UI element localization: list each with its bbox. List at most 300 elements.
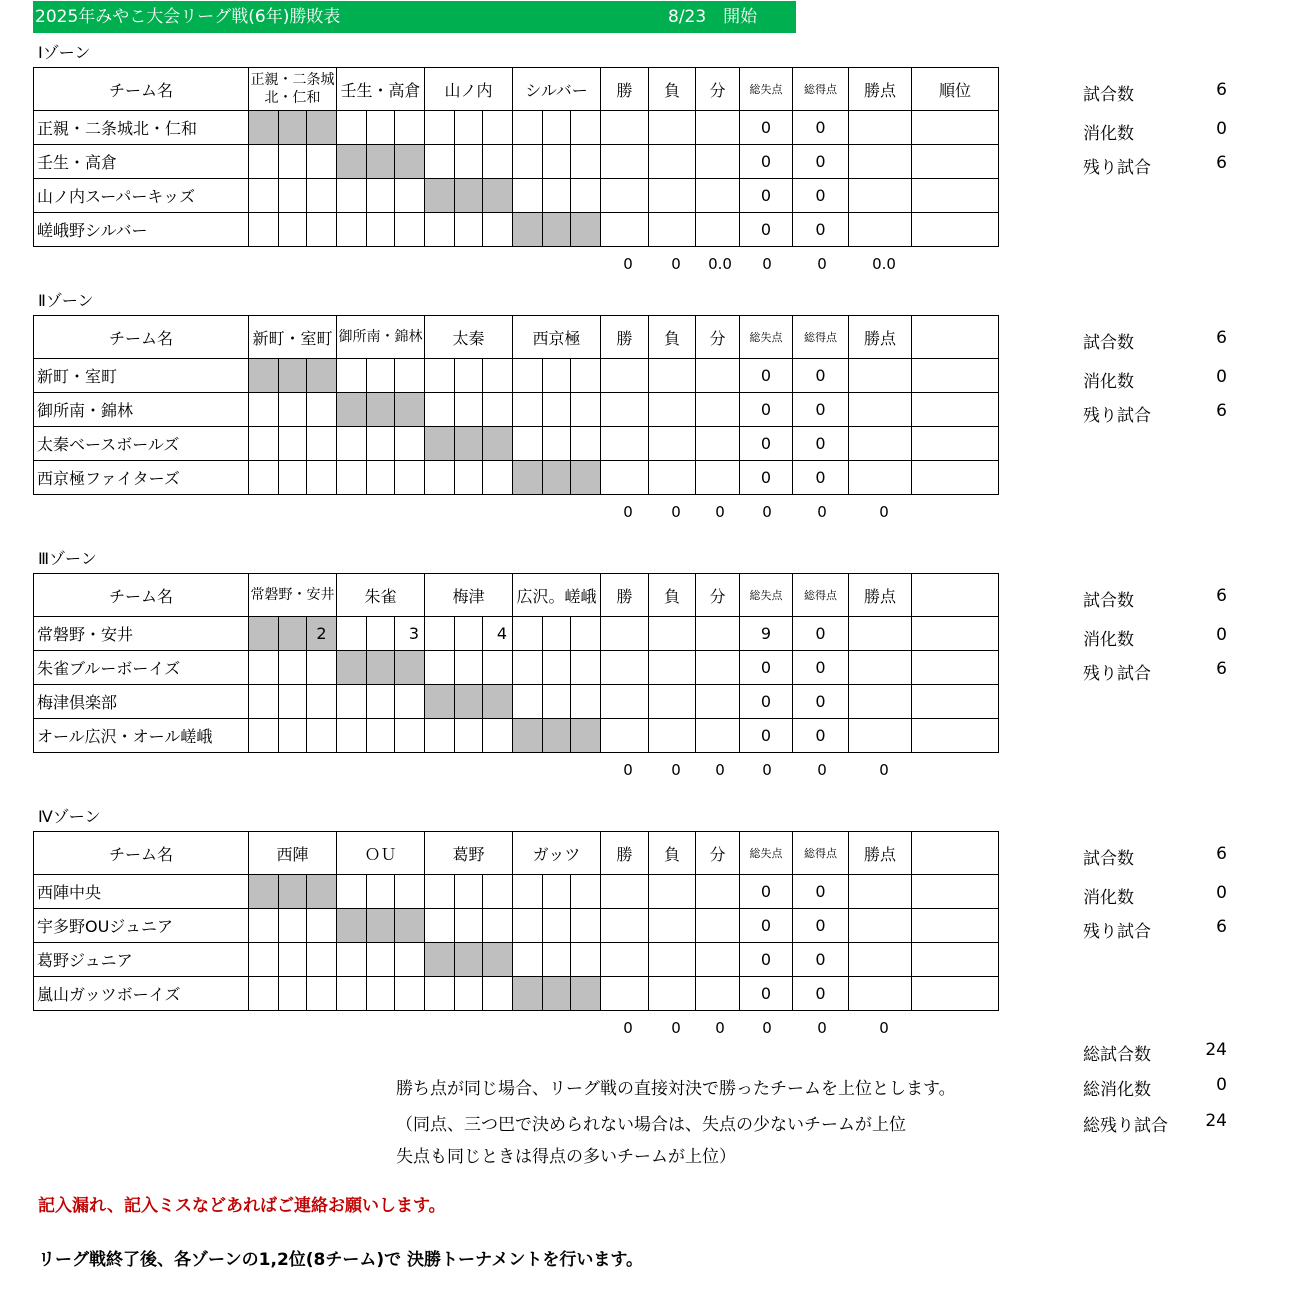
- self-cell: [455, 427, 483, 461]
- match-cell[interactable]: [337, 179, 367, 213]
- header-opponent: 西京極: [513, 316, 601, 359]
- self-cell: [543, 977, 571, 1011]
- rank-cell: [912, 875, 999, 909]
- draw-cell: [696, 427, 740, 461]
- match-cell[interactable]: [337, 685, 367, 719]
- match-cell[interactable]: [455, 213, 483, 247]
- header-team: チーム名: [34, 832, 249, 875]
- team-name: 西陣中央: [34, 875, 249, 909]
- header-opponent: 太秦: [425, 316, 513, 359]
- match-cell[interactable]: [571, 427, 601, 461]
- header-draw: 分: [696, 68, 740, 111]
- match-cell[interactable]: [395, 943, 425, 977]
- win-cell: [601, 111, 649, 145]
- lost-points: 0: [740, 719, 793, 753]
- total-win-points: 0: [879, 1019, 889, 1037]
- rank-cell: [912, 359, 999, 393]
- header-lose: 負: [649, 68, 696, 111]
- win-cell: [601, 427, 649, 461]
- match-cell[interactable]: [249, 427, 279, 461]
- self-cell: [337, 909, 367, 943]
- start-date: 8/23 開始: [668, 7, 758, 27]
- match-cell[interactable]: [425, 719, 455, 753]
- header-lost-points: 総失点: [740, 316, 793, 359]
- team-name: 常磐野・安井: [34, 617, 249, 651]
- match-cell[interactable]: [337, 875, 367, 909]
- match-cell[interactable]: [543, 359, 571, 393]
- header-win-points: 勝点: [849, 832, 912, 875]
- win-points-cell: [849, 617, 912, 651]
- match-cell[interactable]: [279, 685, 307, 719]
- match-cell[interactable]: [279, 909, 307, 943]
- win-points-cell: [849, 977, 912, 1011]
- match-cell[interactable]: [307, 909, 337, 943]
- match-cell[interactable]: [367, 977, 395, 1011]
- table-row: [34, 943, 999, 977]
- header-win-points: 勝点: [849, 574, 912, 617]
- match-cell[interactable]: [337, 427, 367, 461]
- match-cell[interactable]: [367, 617, 395, 651]
- got-points: 0: [793, 719, 849, 753]
- match-cell[interactable]: [571, 359, 601, 393]
- match-cell[interactable]: [249, 909, 279, 943]
- rank-cell: [912, 111, 999, 145]
- match-cell[interactable]: [571, 393, 601, 427]
- match-cell[interactable]: [279, 213, 307, 247]
- match-cell[interactable]: [249, 719, 279, 753]
- header-opponent: 葛野: [425, 832, 513, 875]
- match-cell[interactable]: [395, 359, 425, 393]
- got-points: 0: [793, 213, 849, 247]
- self-cell: [543, 213, 571, 247]
- lose-cell: [649, 875, 696, 909]
- match-cell[interactable]: [571, 685, 601, 719]
- table-row: [34, 179, 999, 213]
- self-cell: [367, 393, 395, 427]
- match-cell[interactable]: [483, 111, 513, 145]
- match-cell[interactable]: [543, 651, 571, 685]
- match-cell[interactable]: [455, 719, 483, 753]
- total-win: 0: [623, 1019, 633, 1037]
- match-cell[interactable]: [307, 719, 337, 753]
- match-cell[interactable]: [455, 617, 483, 651]
- got-points: 0: [793, 977, 849, 1011]
- match-cell[interactable]: [483, 213, 513, 247]
- match-cell[interactable]: [395, 427, 425, 461]
- win-points-cell: [849, 213, 912, 247]
- match-cell[interactable]: [367, 179, 395, 213]
- lose-cell: [649, 359, 696, 393]
- match-cell[interactable]: [367, 461, 395, 495]
- win-cell: [601, 875, 649, 909]
- title-bar: [33, 1, 796, 33]
- header-lose: 負: [649, 832, 696, 875]
- match-cell[interactable]: [455, 393, 483, 427]
- match-cell[interactable]: [367, 427, 395, 461]
- page-title: 2025年みやこ大会リーグ戦(6年)勝敗表: [35, 7, 341, 27]
- match-cell[interactable]: [455, 359, 483, 393]
- match-cell[interactable]: [513, 393, 543, 427]
- draw-cell: [696, 359, 740, 393]
- match-cell[interactable]: [455, 977, 483, 1011]
- match-cell[interactable]: [513, 875, 543, 909]
- zone-table: [33, 573, 999, 753]
- self-cell: [513, 719, 543, 753]
- match-cell[interactable]: [425, 875, 455, 909]
- header-got-points: 総得点: [793, 68, 849, 111]
- match-cell[interactable]: [279, 145, 307, 179]
- match-cell[interactable]: [483, 359, 513, 393]
- match-cell[interactable]: [513, 145, 543, 179]
- match-cell[interactable]: [249, 977, 279, 1011]
- win-cell: [601, 685, 649, 719]
- win-cell: [601, 461, 649, 495]
- total-lost-points: 0: [762, 761, 772, 779]
- team-name: 宇多野OUジュニア: [34, 909, 249, 943]
- got-points: 0: [793, 427, 849, 461]
- self-cell: [307, 359, 337, 393]
- match-cell[interactable]: [367, 111, 395, 145]
- match-cell[interactable]: [513, 427, 543, 461]
- self-cell: [279, 875, 307, 909]
- match-cell[interactable]: [249, 651, 279, 685]
- warning-note: 記入漏れ、記入ミスなどあればご連絡お願いします。: [38, 1196, 446, 1216]
- lost-points: 0: [740, 111, 793, 145]
- header-got-points: 総得点: [793, 316, 849, 359]
- match-cell[interactable]: [455, 461, 483, 495]
- total-lost-points: 0: [762, 1019, 772, 1037]
- match-cell[interactable]: [455, 145, 483, 179]
- match-cell[interactable]: [425, 461, 455, 495]
- lose-cell: [649, 213, 696, 247]
- tournament-note: リーグ戦終了後、各ゾーンの1,2位(8チーム)で 決勝トーナメントを行います。: [38, 1250, 644, 1270]
- match-cell[interactable]: [543, 617, 571, 651]
- match-cell[interactable]: [425, 145, 455, 179]
- match-cell[interactable]: [395, 179, 425, 213]
- match-cell[interactable]: [279, 977, 307, 1011]
- team-name: 嵯峨野シルバー: [34, 213, 249, 247]
- match-cell[interactable]: [367, 875, 395, 909]
- team-name: 嵐山ガッツボーイズ: [34, 977, 249, 1011]
- table-row: [34, 719, 999, 753]
- header-opponent: ＯＵ: [337, 832, 425, 875]
- win-points-cell: [849, 393, 912, 427]
- win-points-cell: [849, 427, 912, 461]
- lost-points: 0: [740, 977, 793, 1011]
- total-win: 0: [623, 255, 633, 273]
- draw-cell: [696, 461, 740, 495]
- draw-cell: [696, 213, 740, 247]
- match-cell[interactable]: [249, 213, 279, 247]
- match-cell[interactable]: [483, 393, 513, 427]
- total-win-points: 0: [879, 761, 889, 779]
- match-cell[interactable]: [249, 179, 279, 213]
- match-cell[interactable]: [455, 651, 483, 685]
- match-cell[interactable]: [279, 719, 307, 753]
- header-rank: [912, 316, 999, 359]
- match-cell[interactable]: [279, 179, 307, 213]
- lose-cell: [649, 719, 696, 753]
- match-cell[interactable]: [513, 651, 543, 685]
- self-cell: [425, 427, 455, 461]
- match-cell[interactable]: [483, 909, 513, 943]
- match-cell[interactable]: [425, 111, 455, 145]
- match-cell[interactable]: [483, 875, 513, 909]
- match-cell[interactable]: [513, 617, 543, 651]
- zone-label: Ⅳゾーン: [38, 807, 101, 826]
- match-cell[interactable]: [395, 213, 425, 247]
- self-cell: [483, 427, 513, 461]
- match-cell[interactable]: [571, 145, 601, 179]
- table-row: [34, 461, 999, 495]
- win-points-cell: [849, 111, 912, 145]
- match-cell[interactable]: [395, 111, 425, 145]
- self-cell: [249, 111, 279, 145]
- table-row: [34, 427, 999, 461]
- rank-cell: [912, 179, 999, 213]
- self-cell: [483, 943, 513, 977]
- win-points-cell: [849, 685, 912, 719]
- total-lost-points: 0: [762, 503, 772, 521]
- draw-cell: [696, 943, 740, 977]
- match-cell[interactable]: [571, 111, 601, 145]
- match-cell[interactable]: [571, 943, 601, 977]
- match-cell[interactable]: [543, 685, 571, 719]
- match-cell[interactable]: [571, 651, 601, 685]
- match-cell[interactable]: [307, 427, 337, 461]
- self-cell: [483, 179, 513, 213]
- match-cell[interactable]: [483, 461, 513, 495]
- win-points-cell: [849, 359, 912, 393]
- match-cell[interactable]: [455, 875, 483, 909]
- match-cell[interactable]: [307, 213, 337, 247]
- match-cell[interactable]: [425, 213, 455, 247]
- self-cell: [367, 651, 395, 685]
- match-cell[interactable]: [543, 427, 571, 461]
- match-cell[interactable]: [337, 461, 367, 495]
- match-cell[interactable]: [307, 943, 337, 977]
- team-name: 壬生・高倉: [34, 145, 249, 179]
- team-name: 正親・二条城北・仁和: [34, 111, 249, 145]
- match-cell[interactable]: [395, 719, 425, 753]
- match-cell[interactable]: [425, 977, 455, 1011]
- match-cell[interactable]: [279, 461, 307, 495]
- match-cell[interactable]: [543, 145, 571, 179]
- rank-cell: [912, 145, 999, 179]
- match-cell[interactable]: [395, 977, 425, 1011]
- got-points: 0: [793, 651, 849, 685]
- match-cell[interactable]: [307, 651, 337, 685]
- match-cell[interactable]: [455, 909, 483, 943]
- total-win-points: 0.0: [872, 255, 896, 273]
- match-cell[interactable]: [425, 359, 455, 393]
- match-cell[interactable]: [337, 719, 367, 753]
- lose-cell: [649, 393, 696, 427]
- match-cell[interactable]: [395, 875, 425, 909]
- total-draw: 0: [715, 761, 725, 779]
- zone-label: Ⅲゾーン: [38, 549, 97, 568]
- self-cell: [425, 685, 455, 719]
- match-cell[interactable]: [337, 213, 367, 247]
- header-opponent: シルバー: [513, 68, 601, 111]
- match-cell[interactable]: [543, 909, 571, 943]
- match-cell[interactable]: [337, 977, 367, 1011]
- total-lose: 0: [671, 255, 681, 273]
- self-cell: [425, 943, 455, 977]
- zone-table: [33, 67, 999, 247]
- match-cell[interactable]: [543, 111, 571, 145]
- match-cell[interactable]: [571, 875, 601, 909]
- match-cell[interactable]: [513, 909, 543, 943]
- rank-cell: [912, 213, 999, 247]
- match-cell[interactable]: [571, 179, 601, 213]
- win-cell: [601, 393, 649, 427]
- self-cell: [513, 461, 543, 495]
- match-cell[interactable]: [279, 651, 307, 685]
- lost-points: 0: [740, 651, 793, 685]
- match-cell[interactable]: [367, 719, 395, 753]
- match-cell[interactable]: [367, 359, 395, 393]
- table-row: [34, 111, 999, 145]
- match-cell[interactable]: [483, 651, 513, 685]
- header-win: 勝: [601, 316, 649, 359]
- got-points: 0: [793, 909, 849, 943]
- got-points: 0: [793, 359, 849, 393]
- total-got-points: 0: [817, 1019, 827, 1037]
- match-cell[interactable]: [249, 685, 279, 719]
- table-row: [34, 617, 999, 651]
- lose-cell: [649, 685, 696, 719]
- self-cell: [337, 651, 367, 685]
- self-cell: [455, 943, 483, 977]
- match-cell[interactable]: [249, 461, 279, 495]
- match-cell[interactable]: [307, 179, 337, 213]
- self-cell: [337, 145, 367, 179]
- match-cell[interactable]: [307, 977, 337, 1011]
- match-cell[interactable]: [307, 145, 337, 179]
- draw-cell: [696, 875, 740, 909]
- match-cell[interactable]: [571, 909, 601, 943]
- self-cell: [543, 461, 571, 495]
- header-opponent: 梅津: [425, 574, 513, 617]
- self-cell: [571, 213, 601, 247]
- match-cell[interactable]: [513, 359, 543, 393]
- match-cell[interactable]: [307, 393, 337, 427]
- match-cell[interactable]: 3: [395, 617, 425, 651]
- table-row: [34, 685, 999, 719]
- match-cell[interactable]: [543, 179, 571, 213]
- lost-points: 0: [740, 213, 793, 247]
- lose-cell: [649, 909, 696, 943]
- rank-cell: [912, 719, 999, 753]
- match-cell[interactable]: [337, 111, 367, 145]
- header-lose: 負: [649, 574, 696, 617]
- match-cell[interactable]: [425, 651, 455, 685]
- win-points-cell: [849, 909, 912, 943]
- draw-cell: [696, 651, 740, 685]
- total-draw: 0: [715, 1019, 725, 1037]
- match-cell[interactable]: [307, 461, 337, 495]
- self-cell: [279, 359, 307, 393]
- total-lost-points: 0: [762, 255, 772, 273]
- match-cell[interactable]: [395, 685, 425, 719]
- match-cell[interactable]: [337, 943, 367, 977]
- self-cell: [571, 719, 601, 753]
- match-cell[interactable]: [455, 111, 483, 145]
- total-win: 0: [623, 503, 633, 521]
- match-cell[interactable]: [367, 213, 395, 247]
- match-cell[interactable]: [543, 875, 571, 909]
- match-cell[interactable]: [307, 685, 337, 719]
- total-draw: 0.0: [708, 255, 732, 273]
- self-cell: [279, 617, 307, 651]
- match-cell[interactable]: [543, 393, 571, 427]
- match-cell[interactable]: [367, 685, 395, 719]
- table-row: [34, 651, 999, 685]
- header-got-points: 総得点: [793, 832, 849, 875]
- match-cell[interactable]: [337, 359, 367, 393]
- match-cell[interactable]: 4: [483, 617, 513, 651]
- self-cell: [483, 685, 513, 719]
- team-name: 葛野ジュニア: [34, 943, 249, 977]
- header-lost-points: 総失点: [740, 574, 793, 617]
- draw-cell: [696, 685, 740, 719]
- table-row: [34, 393, 999, 427]
- match-cell[interactable]: [279, 943, 307, 977]
- table-row: [34, 213, 999, 247]
- lost-points: 0: [740, 145, 793, 179]
- match-cell[interactable]: [367, 943, 395, 977]
- rank-cell: [912, 909, 999, 943]
- win-cell: [601, 213, 649, 247]
- header-draw: 分: [696, 316, 740, 359]
- self-cell: [337, 393, 367, 427]
- match-cell[interactable]: [395, 461, 425, 495]
- got-points: 0: [793, 685, 849, 719]
- total-win: 0: [623, 761, 633, 779]
- match-cell[interactable]: [249, 145, 279, 179]
- match-cell[interactable]: [513, 685, 543, 719]
- team-name: オール広沢・オール嵯峨: [34, 719, 249, 753]
- header-rank: [912, 832, 999, 875]
- match-cell[interactable]: [279, 427, 307, 461]
- match-cell[interactable]: [543, 943, 571, 977]
- match-cell[interactable]: [483, 719, 513, 753]
- match-cell[interactable]: [513, 111, 543, 145]
- zone-label: Ⅱゾーン: [38, 291, 94, 310]
- header-opponent: 新町・室町: [249, 316, 337, 359]
- match-cell[interactable]: [571, 617, 601, 651]
- match-cell[interactable]: [483, 145, 513, 179]
- match-cell[interactable]: [425, 617, 455, 651]
- header-rank: 順位: [912, 68, 999, 111]
- match-cell[interactable]: [513, 179, 543, 213]
- match-cell[interactable]: [425, 909, 455, 943]
- lose-cell: [649, 977, 696, 1011]
- header-draw: 分: [696, 574, 740, 617]
- match-cell[interactable]: [249, 393, 279, 427]
- header-win-points: 勝点: [849, 316, 912, 359]
- match-cell[interactable]: [513, 943, 543, 977]
- match-cell[interactable]: [279, 393, 307, 427]
- lost-points: 0: [740, 943, 793, 977]
- zone-table: [33, 315, 999, 495]
- match-cell[interactable]: [337, 617, 367, 651]
- note-line-3: 失点も同じときは得点の多いチームが上位）: [396, 1147, 736, 1167]
- match-cell[interactable]: [425, 393, 455, 427]
- match-cell[interactable]: [483, 977, 513, 1011]
- match-cell[interactable]: [249, 943, 279, 977]
